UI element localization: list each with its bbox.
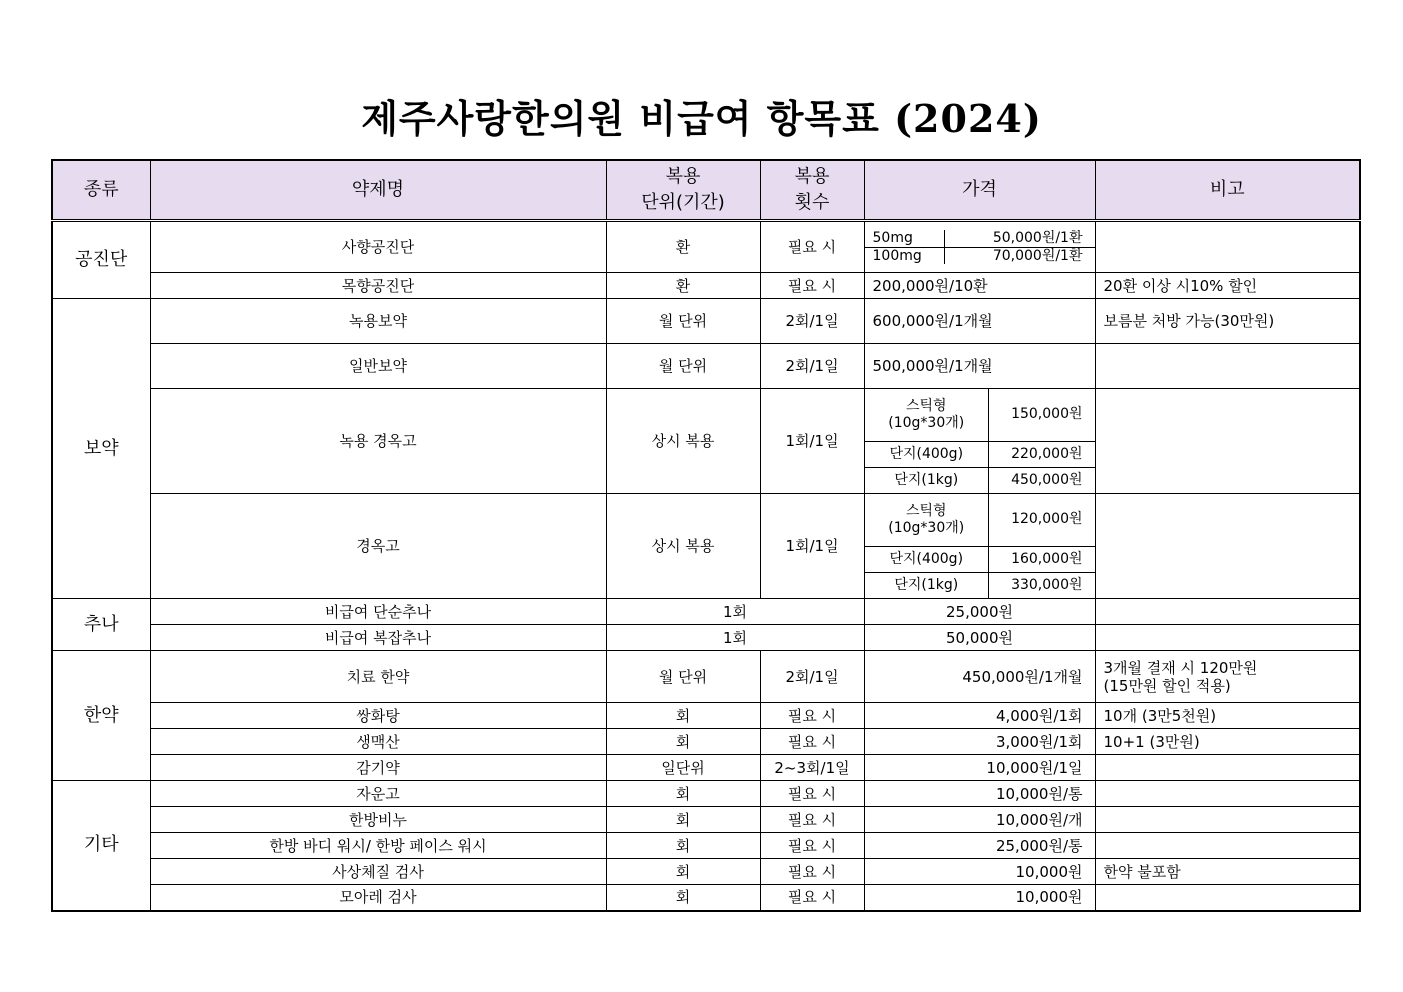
item-name: 경옥고 bbox=[150, 494, 606, 599]
item-freq: 필요 시 bbox=[760, 885, 864, 911]
category-boyak: 보약 bbox=[52, 299, 150, 599]
item-name: 녹용보약 bbox=[150, 299, 606, 344]
category-gongjindan: 공진단 bbox=[52, 221, 150, 299]
item-unit: 환 bbox=[606, 273, 760, 299]
item-price: 25,000원 bbox=[864, 599, 1095, 625]
item-name: 쌍화탕 bbox=[150, 703, 606, 729]
item-name: 사상체질 검사 bbox=[150, 859, 606, 885]
item-note bbox=[1095, 781, 1360, 807]
item-name: 비급여 단순추나 bbox=[150, 599, 606, 625]
item-unit: 월 단위 bbox=[606, 651, 760, 703]
item-name: 한방 바디 워시/ 한방 페이스 워시 bbox=[150, 833, 606, 859]
page-title: 제주사랑한의원 비급여 항목표 (2024) bbox=[361, 96, 1042, 141]
table-row bbox=[52, 389, 1360, 494]
item-freq: 2회/1일 bbox=[760, 344, 864, 389]
option-jar: 단지(400g) bbox=[865, 441, 989, 467]
item-note: 한약 불포함 bbox=[1095, 859, 1360, 885]
item-note: 20환 이상 시10% 할인 bbox=[1095, 273, 1360, 299]
item-name: 비급여 복잡추나 bbox=[150, 625, 606, 651]
header-note: 비고 bbox=[1095, 160, 1360, 221]
item-freq: 2회/1일 bbox=[760, 299, 864, 344]
category-hanyak: 한약 bbox=[52, 651, 150, 781]
item-note bbox=[1095, 599, 1360, 625]
option-price: 70,000원/1환 bbox=[992, 247, 1083, 264]
option-price: 160,000원 bbox=[989, 546, 1095, 572]
item-unit: 회 bbox=[606, 859, 760, 885]
item-price: 600,000원/1개월 bbox=[864, 299, 1095, 344]
item-price: 10,000원/1일 bbox=[864, 755, 1095, 781]
item-price: 10,000원 bbox=[864, 859, 1095, 885]
item-note bbox=[1095, 833, 1360, 859]
option-size: 50mg bbox=[865, 230, 945, 247]
item-price: 25,000원/통 bbox=[864, 833, 1095, 859]
item-unit: 1회 bbox=[606, 599, 864, 625]
item-note bbox=[1095, 625, 1360, 651]
item-price-options bbox=[864, 221, 1095, 273]
item-unit: 월 단위 bbox=[606, 299, 760, 344]
price-table bbox=[51, 159, 1361, 912]
item-unit: 1회 bbox=[606, 625, 864, 651]
item-name: 감기약 bbox=[150, 755, 606, 781]
table-row bbox=[52, 781, 1360, 807]
item-price: 4,000원/1회 bbox=[864, 703, 1095, 729]
header-name: 약제명 bbox=[150, 160, 606, 221]
table-row bbox=[52, 807, 1360, 833]
table-row bbox=[52, 494, 1360, 599]
table-row bbox=[52, 273, 1360, 299]
item-unit: 회 bbox=[606, 729, 760, 755]
item-note bbox=[1095, 807, 1360, 833]
item-name: 자운고 bbox=[150, 781, 606, 807]
item-freq: 필요 시 bbox=[760, 729, 864, 755]
header-unit: 복용 단위(기간) bbox=[606, 160, 760, 221]
option-jar: 단지(1kg) bbox=[865, 572, 989, 598]
item-unit: 회 bbox=[606, 885, 760, 911]
option-price: 220,000원 bbox=[989, 441, 1095, 467]
item-unit: 회 bbox=[606, 807, 760, 833]
table-row bbox=[52, 885, 1360, 911]
option-price: 150,000원 bbox=[989, 389, 1095, 441]
item-price: 450,000원/1개월 bbox=[864, 651, 1095, 703]
table-row bbox=[52, 859, 1360, 885]
item-price: 500,000원/1개월 bbox=[864, 344, 1095, 389]
option-size: 100mg bbox=[865, 247, 945, 264]
header-type: 종류 bbox=[52, 160, 150, 221]
item-price: 10,000원/개 bbox=[864, 807, 1095, 833]
item-note: 3개월 결재 시 120만원 (15만원 할인 적용) bbox=[1095, 651, 1360, 703]
item-freq: 필요 시 bbox=[760, 833, 864, 859]
category-gita: 기타 bbox=[52, 781, 150, 911]
item-unit: 회 bbox=[606, 703, 760, 729]
table-row bbox=[52, 703, 1360, 729]
option-price: 450,000원 bbox=[1011, 471, 1083, 488]
table-row bbox=[52, 344, 1360, 389]
option-jar: 단지(400g) bbox=[865, 546, 989, 572]
item-freq: 필요 시 bbox=[760, 807, 864, 833]
item-name: 사향공진단 bbox=[150, 221, 606, 273]
item-note bbox=[1095, 344, 1360, 389]
table-row bbox=[52, 729, 1360, 755]
item-note: 10개 (3만5천원) bbox=[1095, 703, 1360, 729]
option-price: 330,000원 bbox=[1011, 576, 1083, 593]
item-price: 200,000원/10환 bbox=[864, 273, 1095, 299]
item-unit: 상시 복용 bbox=[606, 494, 760, 599]
item-name: 한방비누 bbox=[150, 807, 606, 833]
item-name: 목향공진단 bbox=[150, 273, 606, 299]
item-unit: 상시 복용 bbox=[606, 389, 760, 494]
item-freq: 필요 시 bbox=[760, 781, 864, 807]
option-price: 50,000원/1환 bbox=[945, 230, 1095, 247]
table-header-row bbox=[52, 160, 1360, 221]
item-price: 10,000원/통 bbox=[864, 781, 1095, 807]
table-row bbox=[52, 221, 1360, 273]
item-unit: 일단위 bbox=[606, 755, 760, 781]
table-row bbox=[52, 651, 1360, 703]
option-stick: 스틱형 (10g*30개) bbox=[865, 494, 989, 546]
item-freq: 필요 시 bbox=[760, 273, 864, 299]
category-chuna: 추나 bbox=[52, 599, 150, 651]
item-freq: 필요 시 bbox=[760, 221, 864, 273]
item-price-options bbox=[864, 389, 1095, 494]
item-name: 치료 한약 bbox=[150, 651, 606, 703]
table-row bbox=[52, 599, 1360, 625]
item-note bbox=[1095, 885, 1360, 911]
item-freq: 필요 시 bbox=[760, 703, 864, 729]
item-note: 10+1 (3만원) bbox=[1095, 729, 1360, 755]
table-row bbox=[52, 625, 1360, 651]
item-note bbox=[1095, 494, 1360, 599]
header-price: 가격 bbox=[864, 160, 1095, 221]
item-freq: 1회/1일 bbox=[760, 389, 864, 494]
item-freq: 2~3회/1일 bbox=[760, 755, 864, 781]
item-unit: 회 bbox=[606, 833, 760, 859]
item-name: 생맥산 bbox=[150, 729, 606, 755]
item-name: 녹용 경옥고 bbox=[150, 389, 606, 494]
header-freq: 복용 횟수 bbox=[760, 160, 864, 221]
item-name: 모아레 검사 bbox=[150, 885, 606, 911]
item-note bbox=[1095, 755, 1360, 781]
table-row bbox=[52, 755, 1360, 781]
table-row bbox=[52, 299, 1360, 344]
table-row bbox=[52, 833, 1360, 859]
item-price: 50,000원 bbox=[864, 625, 1095, 651]
item-freq: 1회/1일 bbox=[760, 494, 864, 599]
item-note bbox=[1095, 389, 1360, 494]
item-price: 10,000원 bbox=[864, 885, 1095, 911]
item-freq: 필요 시 bbox=[760, 859, 864, 885]
item-note: 보름분 처방 가능(30만원) bbox=[1095, 299, 1360, 344]
option-stick: 스틱형 (10g*30개) bbox=[865, 389, 989, 441]
item-price-options bbox=[864, 494, 1095, 599]
item-freq: 2회/1일 bbox=[760, 651, 864, 703]
option-jar: 단지(1kg) bbox=[865, 467, 989, 493]
option-price: 120,000원 bbox=[989, 494, 1095, 546]
item-unit: 회 bbox=[606, 781, 760, 807]
item-unit: 월 단위 bbox=[606, 344, 760, 389]
item-note bbox=[1095, 221, 1360, 273]
item-name: 일반보약 bbox=[150, 344, 606, 389]
item-price: 3,000원/1회 bbox=[864, 729, 1095, 755]
item-unit: 환 bbox=[606, 221, 760, 273]
